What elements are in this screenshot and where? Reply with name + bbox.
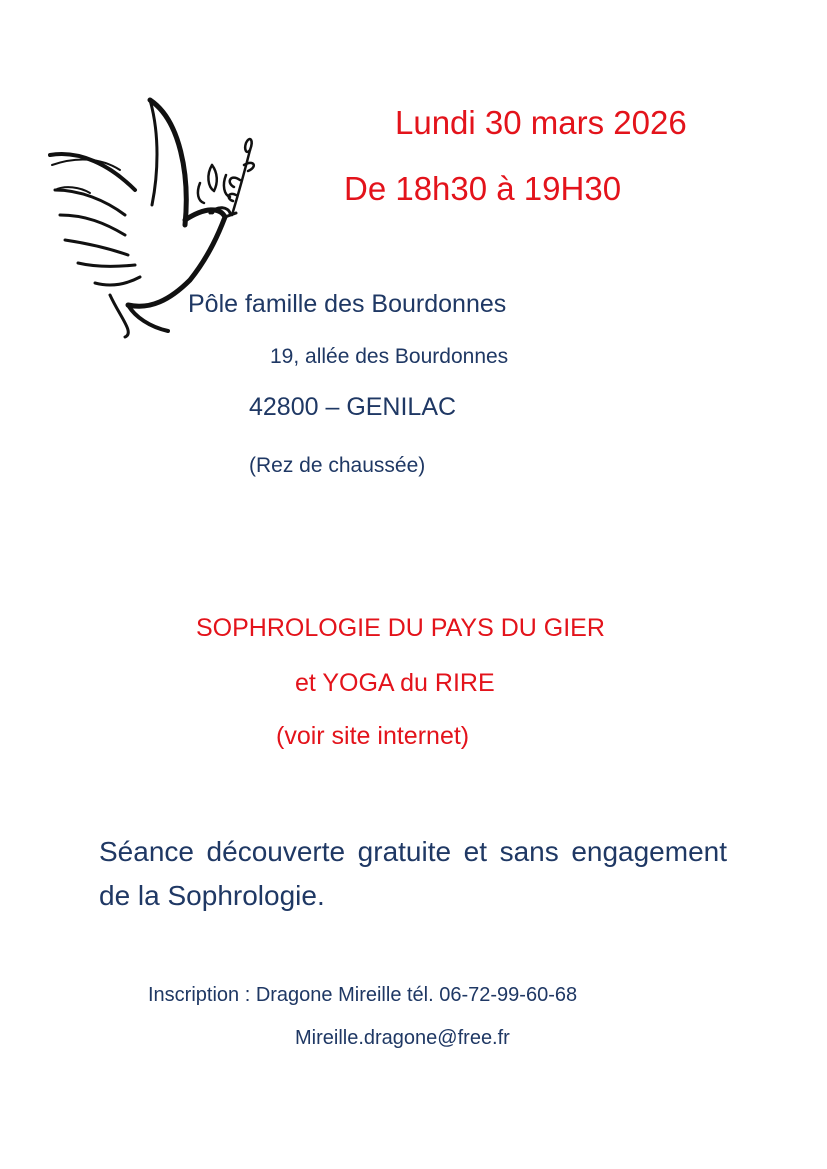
session-description: Séance découverte gratuite et sans engagement de la Sophrologie. — [99, 836, 727, 911]
organizer-yoga: et YOGA du RIRE — [295, 669, 495, 697]
venue-floor: (Rez de chaussée) — [249, 454, 426, 477]
venue-name: Pôle famille des Bourdonnes — [188, 290, 507, 318]
organizer-site-note: (voir site internet) — [276, 722, 470, 750]
venue-street: 19, allée des Bourdonnes — [270, 345, 509, 368]
contact-email[interactable]: Mireille.dragone@free.fr — [295, 1027, 510, 1049]
event-date: Lundi 30 mars 2026 — [395, 104, 687, 141]
venue-city: 42800 – GENILAC — [249, 393, 457, 421]
event-time: De 18h30 à 19H30 — [344, 170, 622, 207]
organizer-name: SOPHROLOGIE DU PAYS DU GIER — [196, 614, 605, 642]
contact-inscription: Inscription : Dragone Mireille tél. 06-72-99-60-68 — [148, 984, 578, 1006]
